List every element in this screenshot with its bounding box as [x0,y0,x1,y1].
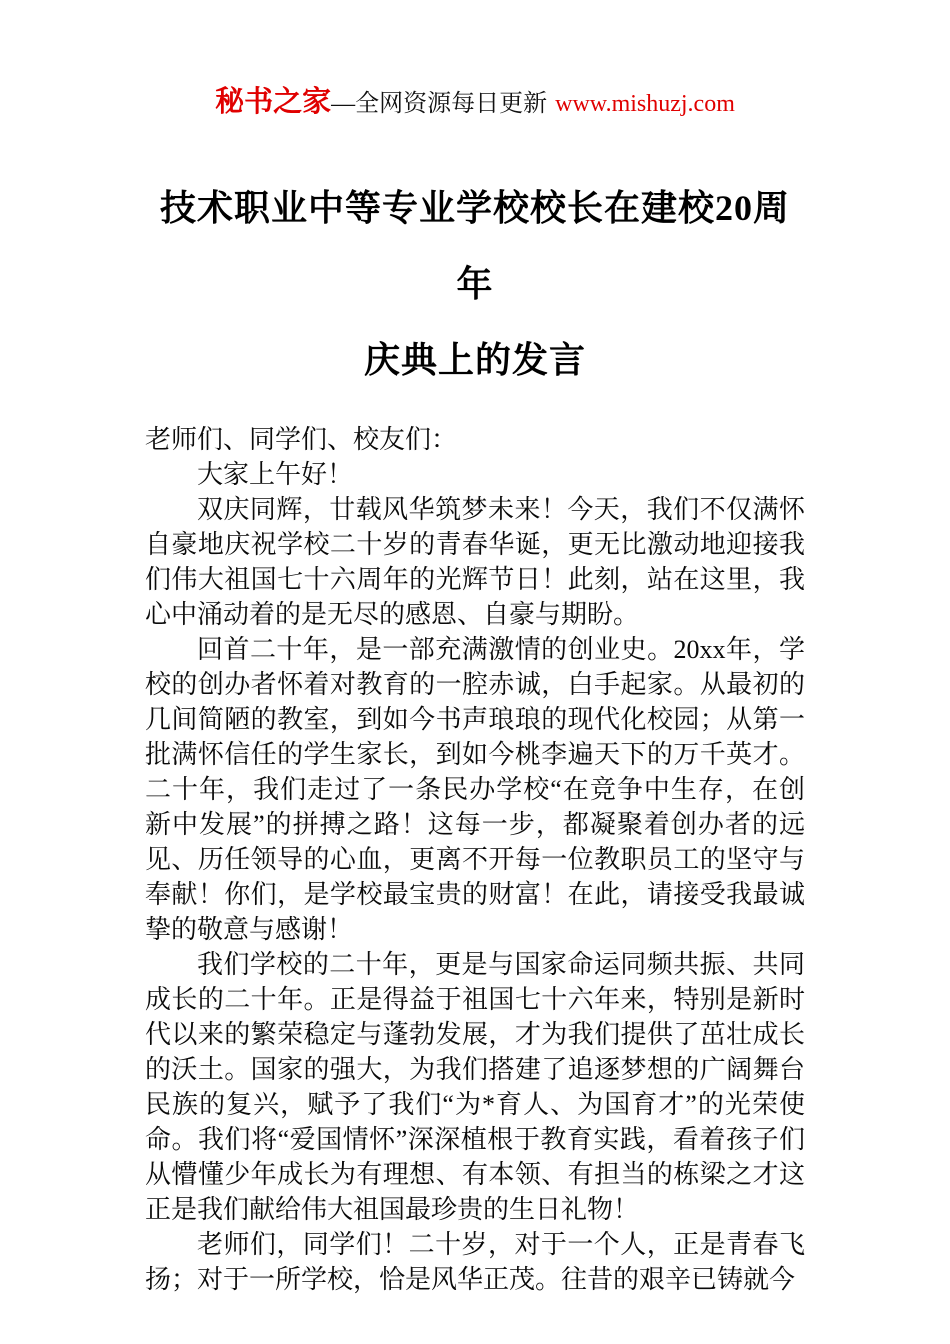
paragraph-youth-outlook: 老师们，同学们！二十岁，对于一个人，正是青春飞扬；对于一所学校，恰是风华正茂。往昔的艰辛已铸就今 [145,1230,805,1294]
document-title [145,170,805,398]
paragraph-nation-growth: 我们学校的二十年，更是与国家命运同频共振、共同成长的二十年。正是得益于祖国七十六年来，特别是新时代以来的繁荣稳定与蓬勃发展，才为我们提供了茁壮成长的沃土。国家的强大，为我们搭建了追逐梦想的广阔舞台民族的复兴，赋予了我们“为*育人、为国育才”的光荣使命。我们将“爱国情怀”深深植根于教育实践，看着孩子们从懵懂少年成长为有理想、有本领、有担当的栋梁之才这正是我们献给伟大祖国最珍贵的生日礼物！ [145,950,805,1224]
site-tagline: —全网资源每日更新 [331,91,548,117]
paragraph-opening: 双庆同辉，廿载风华筑梦未来！今天，我们不仅满怀自豪地庆祝学校二十岁的青春华诞，更无比激动地迎接我们伟大祖国七十六周年的光辉节日！此刻，站在这里，我心中涌动着的是无尽的感恩、自豪与期盼。 [145,495,805,629]
document-title-line-1: 技术职业中等专业学校校长在建校20周年 [159,188,790,304]
paragraph-school-history: 回首二十年，是一部充满激情的创业史。20xx年，学校的创办者怀着对教育的一腔赤诚，白手起家。从最初的几间简陋的教室，到如今书声琅琅的现代化校园；从第一批满怀信任的学生家长，到如今桃李遍天下的万千英才。二十年，我们走过了一条民办学校“在竞争中生存，在创新中发展”的拼搏之路！这每一步，都凝聚着创办者的远见、历任领导的心血，更离不开每一位教职员工的坚守与奉献！你们，是学校最宝贵的财富！在此，请接受我最诚挚的敬意与感谢！ [145,635,805,944]
paragraph-salutation: 老师们、同学们、校友们： [145,425,458,454]
document-title-line-2: 庆典上的发言 [363,340,586,380]
paragraph-greeting: 大家上午好！ [197,460,354,489]
site-name: 秘书之家 [215,86,332,118]
document-body [145,422,805,1297]
site-url-link[interactable]: www.mishuzj.com [555,91,735,117]
site-header [145,86,805,120]
